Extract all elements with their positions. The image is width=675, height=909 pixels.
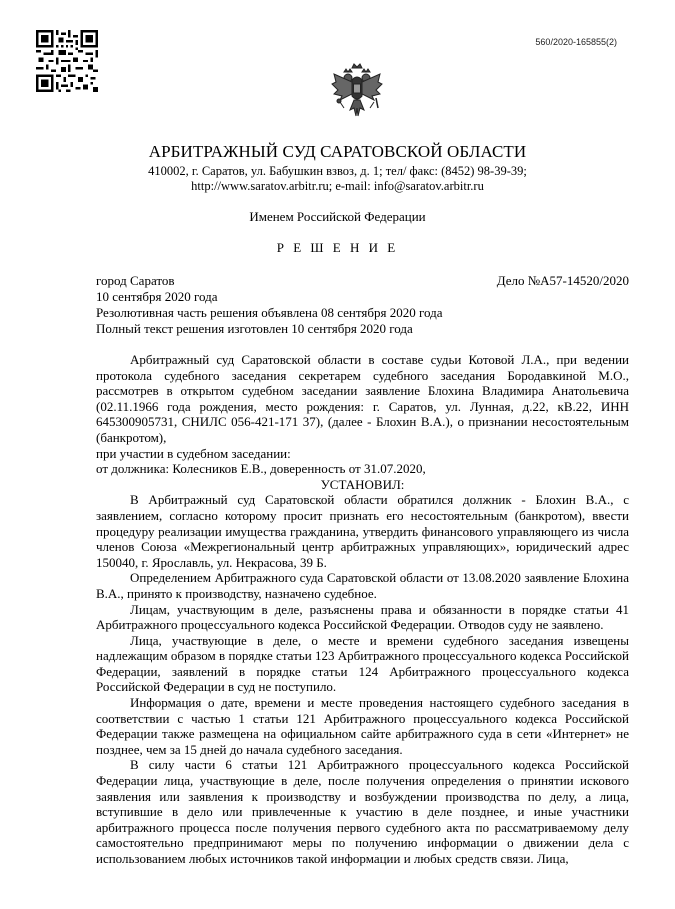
operative-part-line: Резолютивная часть решения объявлена 08 сентября 2020 года (96, 305, 443, 320)
decision-body (96, 352, 629, 867)
coat-of-arms-icon (330, 62, 384, 122)
established-heading: УСТАНОВИЛ: (320, 476, 405, 492)
city: город Саратов (96, 273, 175, 288)
body-paragraph: В Арбитражный суд Саратовской области обратился должник - Блохин В.А., с заявлением, согласно которому просит признать его несостоятельным (банкротом), ввести процедуру реализации имущества гражданина, утвердить финансового управляющего из числа членов Союза «Межрегиональный центр арбитражных управляющих», юридический адрес 150040, г. Ярославль, ул. Некрасова, 39 Б. (96, 492, 629, 570)
court-contacts: http://www.saratov.arbitr.ru; e-mail: info@saratov.arbitr.ru (191, 179, 484, 193)
body-paragraph: Информация о дате, времени и месте проведения настоящего судебного заседания в соответствии с частью 1 статьи 121 Арбитражного процессуального кодекса Российской Федерации также размещена на официальном сайте арбитражного суда в сети «Интернет» не позднее, чем за 15 дней до начала судебного заседания. (96, 695, 629, 757)
in-the-name-line: Именем Российской Федерации (249, 209, 426, 224)
court-name: АРБИТРАЖНЫЙ СУД САРАТОВСКОЙ ОБЛАСТИ (148, 142, 527, 161)
body-paragraph: В силу части 6 статьи 121 Арбитражного процессуального кодекса Российской Федерации лица, участвующие в деле, после получения определения о принятии искового заявления или заявления к производству и возбуждении производства по делу, а лица, вступившие в дело или привлеченные к участию в деле позднее, и иные участники арбитражного процесса после получения первого судебного акта по рассматриваемому делу самостоятельно предпринимают меры по получению информации о движении дела с использованием любых источников такой информации и любых средств связи. Лица, (96, 757, 629, 866)
decision-title: Р Е Ш Е Н И Е (276, 240, 399, 255)
intro-paragraph: Арбитражный суд Саратовской области в составе судьи Котовой Л.А., при ведении протокола судебного заседания секретарем судебного заседания Бородавкиной М.О., рассмотрев в открытом судебном заседании заявление Блохина Владимира Анатольевича (02.11.1966 года рождения, место рождения: г. Саратов, ул. Лунная, д.22, кВ.22, ИНН 645300905731, СНИЛС 056-421-171 37), (далее - Блохин В.А.), о признании несостоятельным (банкротом), (96, 352, 629, 445)
qr-code (36, 30, 98, 92)
body-paragraph: Лица, участвующие в деле, о месте и времени судебного заседания извещены надлежащим образом в порядке статьи 123 Арбитражного процессуального кодекса Российской Федерации, заявлений в порядке статьи 124 Арбитражного процессуального кодекса Российской Федерации в суд не поступило. (96, 632, 629, 695)
court-address: 410002, г. Саратов, ул. Бабушкин взвоз, д. 1; тел/ факс: (8452) 98-39-39; (148, 164, 527, 178)
case-number: Дело №А57-14520/2020 (496, 273, 629, 288)
body-paragraph: Определением Арбитражного суда Саратовской области от 13.08.2020 заявление Блохина В.А., принято к производству, назначено судебное. (96, 570, 629, 601)
decision-date: 10 сентября 2020 года (96, 289, 218, 304)
body-paragraph: Лицам, участвующим в деле, разъяснены права и обязанности в порядке статьи 41 Арбитражного процессуального кодекса Российской Федерации. Отводов суду не заявлено. (96, 601, 629, 633)
document-number: 560/2020-165855(2) (535, 37, 617, 47)
debtor-representative-line: от должника: Колесников Е.В., доверенность от 31.07.2020, (96, 461, 426, 477)
attendance-line: при участии в судебном заседании: (96, 445, 291, 461)
full-text-line: Полный текст решения изготовлен 10 сентября 2020 года (96, 321, 413, 336)
